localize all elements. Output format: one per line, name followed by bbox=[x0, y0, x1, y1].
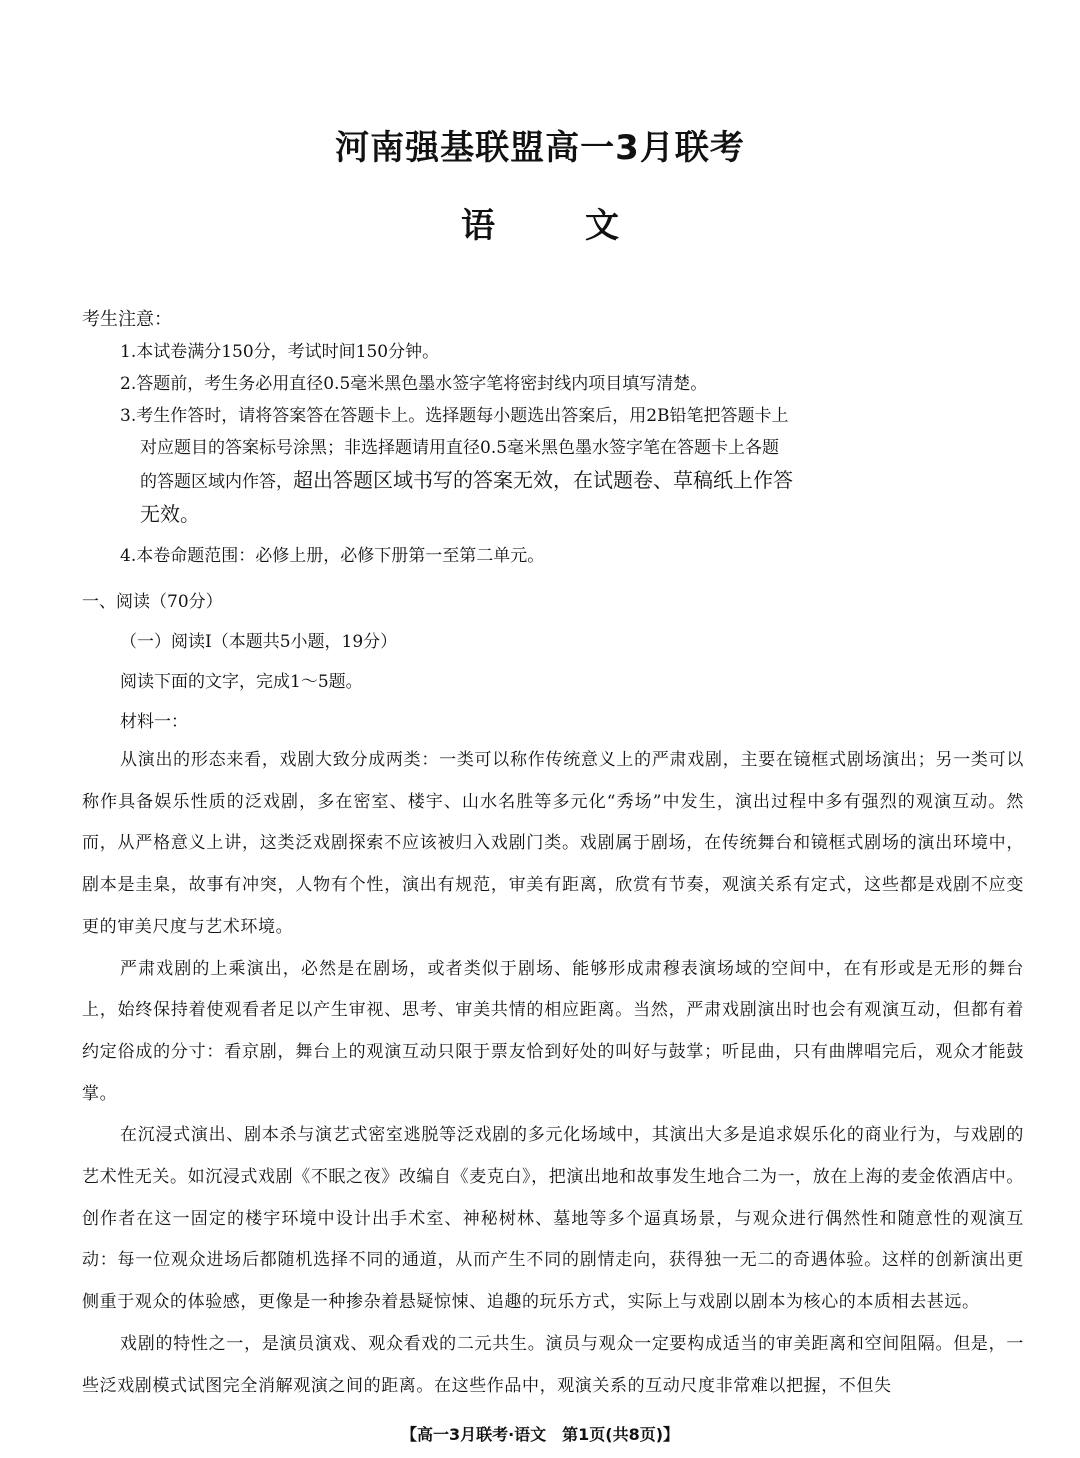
subject-title bbox=[0, 198, 1080, 247]
notice-heading: 考生注意： bbox=[82, 309, 172, 330]
notice-item-3-line-2: 对应题目的答案标号涂黑；非选择题请用直径0.5毫米黑色墨水签字笔在答题卡上各题 bbox=[140, 438, 780, 458]
subject-char-2: 文 bbox=[585, 206, 619, 246]
notice-item-3-line-3 bbox=[140, 464, 862, 498]
material-body bbox=[82, 740, 1024, 1407]
instruction: 阅读下面的文字，完成1～5题。 bbox=[120, 672, 363, 692]
candidate-notice bbox=[82, 304, 862, 572]
notice-item-4: 4.本卷命题范围：必修上册，必修下册第一至第二单元。 bbox=[120, 546, 545, 566]
subject-char-1: 语 bbox=[461, 206, 495, 246]
exam-title: 河南强基联盟高一3月联考 bbox=[335, 128, 745, 168]
paragraph-3: 在沉浸式演出、剧本杀与演艺式密室逃脱等泛戏剧的多元化场域中，其演出大多是追求娱乐化的商业行为，与戏剧的艺术性无关。如沉浸式戏剧《不眠之夜》改编自《麦克白》，把演出地和故事发生地合二为一，放在上海的麦金侬酒店中。创作者在这一固定的楼宇环境中设计出手术室、神秘树林、墓地等多个逼真场景，与观众进行偶然性和随意性的观演互动：每一位观众进场后都随机选择不同的通道，从而产生不同的剧情走向，获得独一无二的奇遇体验。这样的创新演出更侧重于观众的体验感，更像是一种掺杂着悬疑惊悚、追趣的玩乐方式，实际上与戏剧以剧本为核心的本质相去甚远。 bbox=[82, 1125, 1024, 1313]
notice-item-3-line-1: 3.考生作答时，请将答案答在答题卡上。选择题每小题选出答案后，用2B铅笔把答题卡上 bbox=[120, 406, 789, 426]
material-label: 材料一： bbox=[120, 712, 188, 732]
page-footer: 【高一3月联考·语文 第1页(共8页)】 bbox=[400, 1425, 680, 1444]
part-title: 一、阅读（70分） bbox=[82, 592, 223, 612]
notice-item-3-line-4: 无效。 bbox=[140, 502, 200, 526]
notice-item-3-line-3b: 超出答题区域书写的答案无效，在试题卷、草稿纸上作答 bbox=[293, 468, 793, 492]
notice-item-1: 1.本试卷满分150分，考试时间150分钟。 bbox=[120, 342, 440, 362]
paragraph-2: 严肃戏剧的上乘演出，必然是在剧场，或者类似于剧场、能够形成肃穆表演场域的空间中，在有形或是无形的舞台上，始终保持着使观看者足以产生审视、思考、审美共情的相应距离。当然，严肃戏剧演出时也会有观演互动，但都有着约定俗成的分寸：看京剧，舞台上的观演互动只限于票友恰到好处的叫好与鼓掌；听昆曲，只有曲牌唱完后，观众才能鼓掌。 bbox=[82, 958, 1024, 1104]
notice-item-3-line-3a: 的答题区域内作答， bbox=[140, 472, 293, 492]
paragraph-1: 从演出的形态来看，戏剧大致分成两类：一类可以称作传统意义上的严肃戏剧，主要在镜框式剧场演出；另一类可以称作具备娱乐性质的泛戏剧，多在密室、楼宇、山水名胜等多元化“秀场”中发生，演出过程中多有强烈的观演互动。然而，从严格意义上讲，这类泛戏剧探索不应该被归入戏剧门类。戏剧属于剧场，在传统舞台和镜框式剧场的演出环境中，剧本是圭臬，故事有冲突，人物有个性，演出有规范，审美有距离，欣赏有节奏，观演关系有定式，这些都是戏剧不应变更的审美尺度与艺术环境。 bbox=[82, 750, 1024, 937]
sub-title: （一）阅读Ⅰ（本题共5小题，19分） bbox=[120, 632, 398, 652]
reading-section-header bbox=[82, 586, 1022, 738]
paragraph-4: 戏剧的特性之一，是演员演戏、观众看戏的二元共生。演员与观众一定要构成适当的审美距离和空间阻隔。但是，一些泛戏剧模式试图完全消解观演之间的距离。在这些作品中，观演关系的互动尺度非常难以把握，不但失 bbox=[82, 1333, 1024, 1396]
notice-item-2: 2.答题前，考生务必用直径0.5毫米黑色墨水签字笔将密封线内项目填写清楚。 bbox=[120, 374, 708, 394]
